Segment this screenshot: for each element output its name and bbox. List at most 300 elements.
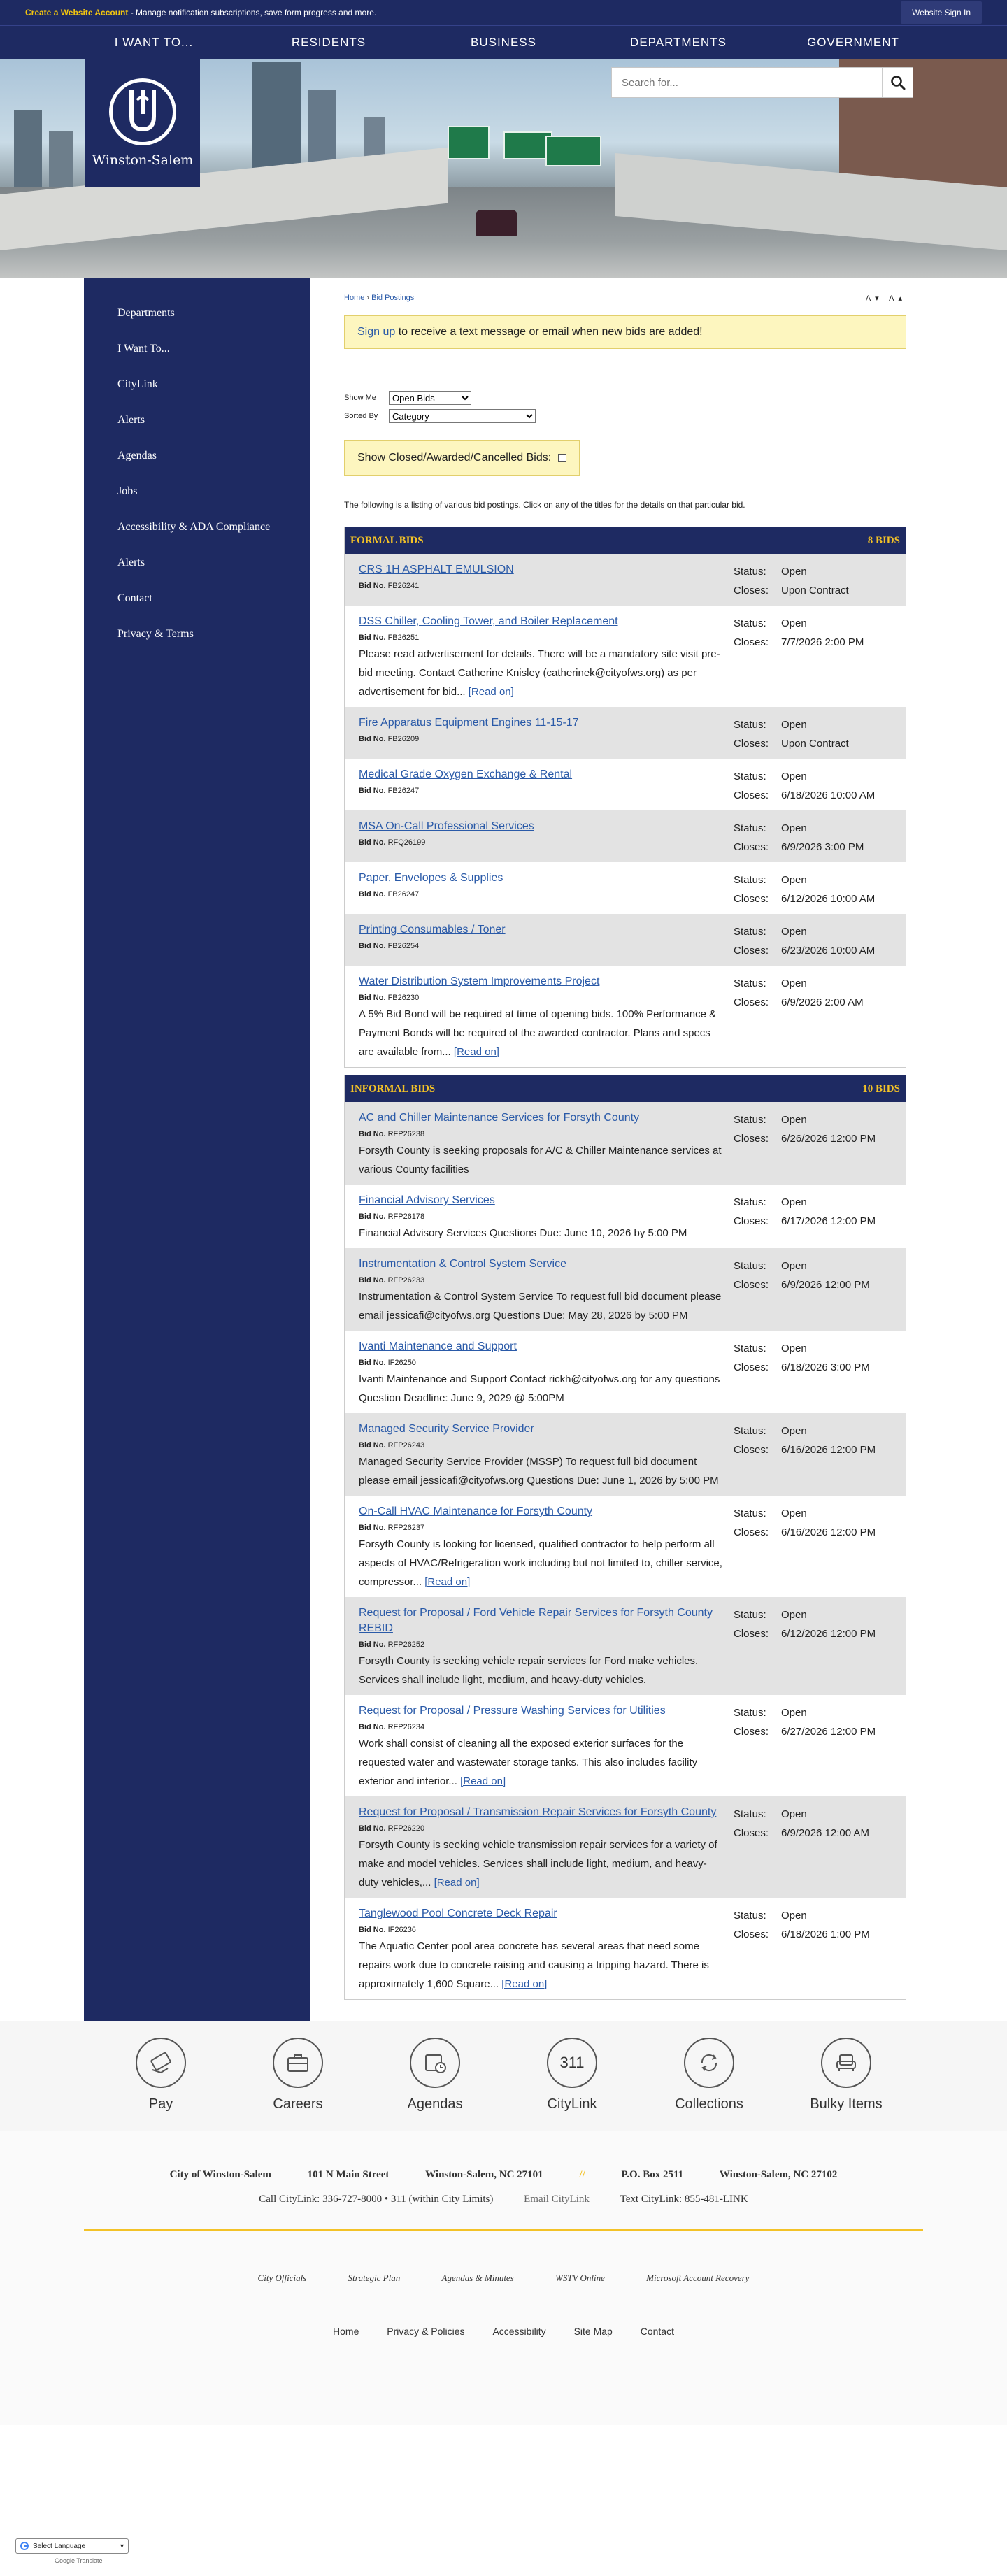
chevron-down-icon: ▾ xyxy=(120,2542,124,2550)
status-value: Open xyxy=(781,1508,807,1519)
footer-link-account-recovery[interactable]: Microsoft Account Recovery xyxy=(646,2273,750,2283)
bid-number-value: FB26247 xyxy=(387,787,420,795)
footer-divider: // xyxy=(579,2169,585,2180)
bid-description xyxy=(359,645,725,701)
nav-i-want-to[interactable]: I WANT TO... xyxy=(114,36,194,49)
bid-description xyxy=(359,1937,725,1994)
bid-description xyxy=(359,1287,725,1325)
ws-monogram-icon xyxy=(122,86,164,138)
footer-links xyxy=(0,2273,1007,2284)
bid-title-link[interactable]: Managed Security Service Provider xyxy=(359,1423,534,1435)
bid-description-text: Instrumentation & Control System Service To request full bid document please email jessicafi@cityofws.org Questions Due: May 28, 2026 by 5:00 PM xyxy=(359,1291,722,1322)
bid-description xyxy=(359,1734,725,1791)
status-label: Status: xyxy=(734,1609,766,1621)
bid-number-label: Bid No. xyxy=(359,1640,386,1649)
bid-description-text: Forsyth County is seeking vehicle repair services for Ford make vehicles. Services shall include light, medium, and heavy-duty vehicles. xyxy=(359,1655,699,1686)
bid-number-label: Bid No. xyxy=(359,582,386,590)
read-on-link[interactable]: [Read on] xyxy=(501,1978,548,1990)
status-label: Status: xyxy=(734,1508,766,1519)
car-shape xyxy=(476,210,517,236)
quick-links-bar xyxy=(0,2021,1007,2131)
sidebar-item-i-want-to[interactable]: I Want To... xyxy=(117,343,170,355)
sorted-by-label: Sorted By xyxy=(344,412,378,420)
bid-row xyxy=(345,1695,906,1796)
closes-value: Upon Contract xyxy=(781,738,849,750)
closes-value: 6/16/2026 12:00 PM xyxy=(781,1526,876,1538)
google-translate-widget xyxy=(15,2538,129,2564)
status-label: Status: xyxy=(734,771,766,782)
footer-po-box: P.O. Box 2511 xyxy=(621,2169,684,2180)
closes-label: Closes: xyxy=(734,945,769,957)
bid-number xyxy=(359,1926,725,1934)
armchair-icon xyxy=(821,2038,871,2088)
status-label: Status: xyxy=(734,617,766,629)
bid-number-label: Bid No. xyxy=(359,890,386,899)
closes-label: Closes: xyxy=(734,1444,769,1456)
quick-link-bulky-items[interactable] xyxy=(778,2038,915,2131)
quick-link-label: Pay xyxy=(148,2096,173,2112)
sidebar-item-departments[interactable]: Departments xyxy=(117,307,175,319)
building-shape xyxy=(49,131,73,194)
bid-row xyxy=(345,1796,906,1898)
bid-category xyxy=(344,1075,906,2000)
quick-link-label: Bulky Items xyxy=(810,2096,883,2112)
bid-row xyxy=(345,1102,906,1185)
city-logo[interactable] xyxy=(85,59,200,187)
bid-description xyxy=(359,1535,725,1591)
bid-title-link[interactable]: Medical Grade Oxygen Exchange & Rental xyxy=(359,768,573,780)
closes-value: 6/12/2026 12:00 PM xyxy=(781,1628,876,1640)
closes-value: 6/26/2026 12:00 PM xyxy=(781,1133,876,1145)
status-value: Open xyxy=(781,1808,807,1820)
bid-number xyxy=(359,1723,725,1731)
status-value: Open xyxy=(781,1609,807,1621)
status-label: Status: xyxy=(734,926,766,938)
main-nav xyxy=(0,25,1007,59)
bid-number-value: FB26241 xyxy=(387,582,420,590)
bid-number xyxy=(359,1359,725,1367)
bid-title-link[interactable]: CRS 1H ASPHALT EMULSION xyxy=(359,564,514,575)
bid-number-value: FB26209 xyxy=(387,735,420,743)
bid-row xyxy=(345,1185,906,1248)
footer-street: 101 N Main Street xyxy=(307,2169,390,2180)
nav-departments[interactable]: DEPARTMENTS xyxy=(630,36,727,49)
sidebar-item-accessibility[interactable]: Accessibility & ADA Compliance xyxy=(117,521,271,533)
bid-number-value: RFP26238 xyxy=(387,1130,425,1138)
status-value: Open xyxy=(781,874,807,886)
bid-row xyxy=(345,862,906,914)
bid-number xyxy=(359,735,725,743)
signup-notice-text: to receive a text message or email when new bids are added! xyxy=(395,326,703,338)
status-label: Status: xyxy=(734,1707,766,1719)
footer-bottom-links xyxy=(0,2326,1007,2337)
bid-number-value: FB26230 xyxy=(387,994,420,1002)
bid-number xyxy=(359,942,725,950)
bid-description-text: The Aquatic Center pool area concrete has several areas that need some repairs work due to concrete raising and causing a tripping hazard. There is approximately 1,600 Square... xyxy=(359,1940,709,1990)
closes-value: 6/18/2026 10:00 AM xyxy=(781,789,876,801)
main-layout xyxy=(84,278,923,2021)
closes-label: Closes: xyxy=(734,1133,769,1145)
footer-bottom-home[interactable]: Home xyxy=(333,2326,359,2337)
powered-by-translate: Google Translate xyxy=(55,2557,103,2564)
status-value: Open xyxy=(781,617,807,629)
closes-label: Closes: xyxy=(734,1526,769,1538)
bid-number xyxy=(359,994,725,1002)
category-header[interactable] xyxy=(345,527,906,554)
bid-row xyxy=(345,966,906,1067)
bid-number xyxy=(359,582,725,590)
bid-number-value: RFP26234 xyxy=(387,1723,425,1731)
category-count: 8 BIDS xyxy=(867,534,900,546)
closes-value: 6/9/2026 3:00 PM xyxy=(781,841,864,853)
bid-number-value: RFP26233 xyxy=(387,1276,425,1285)
bid-number-value: RFP26237 xyxy=(387,1524,425,1532)
status-value: Open xyxy=(781,822,807,834)
bid-number-value: FB26247 xyxy=(387,890,420,899)
show-closed-checkbox[interactable] xyxy=(558,454,566,462)
top-banner xyxy=(0,0,1007,25)
status-value: Open xyxy=(781,1425,807,1437)
language-select[interactable] xyxy=(15,2538,129,2554)
status-label: Status: xyxy=(734,1196,766,1208)
pay-card-icon xyxy=(136,2038,186,2088)
quick-link-label: Careers xyxy=(273,2096,323,2112)
closes-label: Closes: xyxy=(734,738,769,750)
bid-number-label: Bid No. xyxy=(359,634,386,642)
status-value: Open xyxy=(781,926,807,938)
bid-title-link[interactable]: Paper, Envelopes & Supplies xyxy=(359,872,503,884)
bid-row xyxy=(345,554,906,606)
bid-row xyxy=(345,707,906,759)
bid-description-text: Please read advertisement for details. There will be a mandatory site visit pre-bid meeting. Contact Catherine Knisley (catherinek@cityofws.org) as per advertisement for bid... xyxy=(359,648,720,698)
footer-email-link[interactable]: Email CityLink xyxy=(524,2194,590,2205)
bid-row xyxy=(345,1413,906,1496)
closes-label: Closes: xyxy=(734,636,769,648)
sidebar-nav xyxy=(84,278,310,2021)
breadcrumb-home[interactable]: Home xyxy=(344,294,365,302)
search-button[interactable] xyxy=(882,68,913,97)
bid-title-link[interactable]: Tanglewood Pool Concrete Deck Repair xyxy=(359,1908,557,1919)
bid-row xyxy=(345,1496,906,1597)
show-me-label: Show Me xyxy=(344,394,376,402)
status-value: Open xyxy=(781,1260,807,1272)
closes-label: Closes: xyxy=(734,893,769,905)
quick-link-careers[interactable] xyxy=(229,2038,366,2131)
footer-city: Winston-Salem, NC 27101 xyxy=(425,2169,543,2180)
status-label: Status: xyxy=(734,822,766,834)
closes-label: Closes: xyxy=(734,1929,769,1940)
status-value: Open xyxy=(781,719,807,731)
citylink-number: 311 xyxy=(559,2054,585,2071)
bid-postings-content xyxy=(310,278,923,2021)
hero-banner-image xyxy=(0,59,1007,278)
bid-category xyxy=(344,527,906,1068)
bid-number-label: Bid No. xyxy=(359,1359,386,1367)
footer-divider-line xyxy=(84,2229,923,2231)
closes-value: 6/9/2026 12:00 AM xyxy=(781,1827,869,1839)
bid-number-label: Bid No. xyxy=(359,1130,386,1138)
status-value: Open xyxy=(781,1707,807,1719)
closes-value: 6/9/2026 2:00 AM xyxy=(781,996,864,1008)
bid-title-link[interactable]: Instrumentation & Control System Service xyxy=(359,1258,567,1270)
sidebar-item-jobs[interactable]: Jobs xyxy=(117,485,138,497)
bid-description xyxy=(359,1452,725,1490)
bid-description xyxy=(359,1005,725,1061)
bid-row xyxy=(345,1331,906,1413)
footer-po-city: Winston-Salem, NC 27102 xyxy=(719,2169,838,2180)
signup-notice xyxy=(344,315,906,349)
bid-title-link[interactable]: On-Call HVAC Maintenance for Forsyth County xyxy=(359,1505,593,1517)
sidebar-item-citylink[interactable]: CityLink xyxy=(117,378,158,390)
closes-label: Closes: xyxy=(734,1827,769,1839)
sorted-by-select[interactable] xyxy=(389,409,536,423)
listing-intro: The following is a listing of various bid postings. Click on any of the titles for the details on that particular bid. xyxy=(344,500,745,510)
status-label: Status: xyxy=(734,1343,766,1354)
bid-row xyxy=(345,759,906,810)
read-on-link[interactable]: [Read on] xyxy=(434,1877,480,1889)
footer-link-strategic-plan[interactable]: Strategic Plan xyxy=(348,2273,401,2283)
bid-categories xyxy=(344,527,906,2000)
closes-value: 6/18/2026 3:00 PM xyxy=(781,1361,870,1373)
signup-link[interactable]: Sign up xyxy=(357,326,396,338)
closes-label: Closes: xyxy=(734,841,769,853)
bid-number-value: FB26251 xyxy=(387,634,420,642)
create-account-link[interactable]: Create a Website Account xyxy=(25,8,129,17)
bid-number-value: RFQ26199 xyxy=(387,838,426,847)
bid-number-label: Bid No. xyxy=(359,1824,386,1833)
sidebar-item-agendas[interactable]: Agendas xyxy=(117,450,157,461)
bid-number-value: IF26236 xyxy=(387,1926,416,1934)
status-label: Status: xyxy=(734,1425,766,1437)
breadcrumb xyxy=(344,294,906,303)
sidebar-item-alerts-2[interactable]: Alerts xyxy=(117,557,145,568)
bid-description-text: Ivanti Maintenance and Support Contact rickh@cityofws.org for any questions Question Deadline: June 9, 2029 @ 5:00PM xyxy=(359,1373,720,1404)
closes-label: Closes: xyxy=(734,1279,769,1291)
bid-title-link[interactable]: AC and Chiller Maintenance Services for Forsyth County xyxy=(359,1112,640,1124)
bid-description-text: Managed Security Service Provider (MSSP) To request full bid document please email jessicafi@cityofws.org Questions Due: June 1, 2026 by 5:00 PM xyxy=(359,1456,719,1487)
bid-number xyxy=(359,1524,725,1532)
status-value: Open xyxy=(781,1196,807,1208)
nav-government[interactable]: GOVERNMENT xyxy=(807,36,899,49)
status-label: Status: xyxy=(734,566,766,578)
status-label: Status: xyxy=(734,1808,766,1820)
bid-row xyxy=(345,606,906,707)
bid-description-text: Forsyth County is seeking proposals for A/C & Chiller Maintenance services at various County facilities xyxy=(359,1145,722,1175)
quick-link-agendas[interactable] xyxy=(366,2038,503,2131)
bid-description xyxy=(359,1141,725,1179)
closes-value: 6/27/2026 12:00 PM xyxy=(781,1726,876,1738)
bid-row xyxy=(345,810,906,862)
breadcrumb-current[interactable]: Bid Postings xyxy=(371,294,415,302)
briefcase-icon xyxy=(273,2038,323,2088)
bid-description-text: Financial Advisory Services Questions Due: June 10, 2026 by 5:00 PM xyxy=(359,1227,687,1239)
bid-filters xyxy=(344,391,906,423)
footer-link-city-officials[interactable]: City Officials xyxy=(257,2273,307,2283)
status-value: Open xyxy=(781,978,807,989)
closes-value: 6/12/2026 10:00 AM xyxy=(781,893,876,905)
search-icon xyxy=(890,75,906,90)
status-label: Status: xyxy=(734,1114,766,1126)
bid-description xyxy=(359,1224,725,1243)
footer-bottom-contact[interactable]: Contact xyxy=(640,2326,674,2337)
sidebar-item-privacy[interactable]: Privacy & Terms xyxy=(117,628,194,640)
closes-value: 6/17/2026 12:00 PM xyxy=(781,1215,876,1227)
bid-description-text: Forsyth County is looking for licensed, qualified contractor to help perform all aspects of HVAC/Refrigeration work including but not limited to, chiller service, compressor... xyxy=(359,1538,722,1588)
footer-text: Text CityLink: 855-481-LINK xyxy=(620,2194,748,2205)
bid-number xyxy=(359,1640,725,1649)
bid-title-link[interactable]: Request for Proposal / Pressure Washing Services for Utilities xyxy=(359,1705,666,1717)
highway-sign-shape xyxy=(448,126,490,159)
site-footer xyxy=(0,2131,1007,2425)
bid-description-text: A 5% Bid Bond will be required at time of opening bids. 100% Performance & Payment Bonds will be required of the awarded contractor. Plans and specs are available from... xyxy=(359,1008,717,1058)
category-count: 10 BIDS xyxy=(862,1082,900,1094)
bid-number xyxy=(359,890,725,899)
status-label: Status: xyxy=(734,719,766,731)
bid-number-value: RFP26220 xyxy=(387,1824,425,1833)
bid-description-text: Work shall consist of cleaning all the exposed exterior surfaces for the requested water and wastewater storage tanks. This also includes facility exterior and interior... xyxy=(359,1738,698,1787)
building-shape xyxy=(14,110,42,194)
text-resize-controls[interactable]: A▾ A▴ xyxy=(865,294,906,303)
city-seal-icon xyxy=(109,78,176,145)
closes-value: 6/9/2026 12:00 PM xyxy=(781,1279,870,1291)
nav-residents[interactable]: RESIDENTS xyxy=(291,36,366,49)
bid-row xyxy=(345,1597,906,1695)
bid-title-link[interactable]: DSS Chiller, Cooling Tower, and Boiler Replacement xyxy=(359,615,618,627)
status-value: Open xyxy=(781,1114,807,1126)
closes-label: Closes: xyxy=(734,1726,769,1738)
bid-description xyxy=(359,1652,725,1689)
status-value: Open xyxy=(781,1910,807,1922)
bid-number-label: Bid No. xyxy=(359,838,386,847)
bid-title-link[interactable]: Ivanti Maintenance and Support xyxy=(359,1340,517,1352)
footer-bottom-accessibility[interactable]: Accessibility xyxy=(492,2326,546,2337)
closes-value: 7/7/2026 2:00 PM xyxy=(781,636,864,648)
read-on-link[interactable]: [Read on] xyxy=(468,686,514,698)
bid-description xyxy=(359,1370,725,1408)
category-header[interactable] xyxy=(345,1075,906,1102)
read-on-link[interactable]: [Read on] xyxy=(424,1576,471,1588)
closes-value: 6/23/2026 10:00 AM xyxy=(781,945,876,957)
bid-title-link[interactable]: Printing Consumables / Toner xyxy=(359,924,506,936)
bid-number xyxy=(359,1276,725,1285)
bid-number-label: Bid No. xyxy=(359,994,386,1002)
show-closed-label: Show Closed/Awarded/Cancelled Bids: xyxy=(357,452,552,464)
bid-title-link[interactable]: Request for Proposal / Ford Vehicle Repair Services for Forsyth County REBID xyxy=(359,1607,713,1634)
bid-number-value: IF26250 xyxy=(387,1359,416,1367)
language-select-label: Select Language xyxy=(33,2542,86,2550)
highway-sign-shape xyxy=(545,136,601,166)
bid-number-label: Bid No. xyxy=(359,1212,386,1221)
status-value: Open xyxy=(781,771,807,782)
bid-description-text: Forsyth County is seeking vehicle transmission repair services for a variety of make and model vehicles. Services shall include light, medium, and heavy-duty vehicles,... xyxy=(359,1839,717,1889)
footer-org: City of Winston-Salem xyxy=(169,2169,271,2180)
bid-title-link[interactable]: Fire Apparatus Equipment Engines 11-15-17 xyxy=(359,717,579,729)
bid-number xyxy=(359,838,725,847)
bid-title-link[interactable]: Request for Proposal / Transmission Repair Services for Forsyth County xyxy=(359,1806,717,1818)
quick-link-citylink[interactable] xyxy=(503,2038,641,2131)
bid-number-value: RFP26243 xyxy=(387,1441,425,1450)
closes-label: Closes: xyxy=(734,789,769,801)
sidebar-item-alerts[interactable]: Alerts xyxy=(117,414,145,426)
bid-number xyxy=(359,787,725,795)
bid-title-link[interactable]: Water Distribution System Improvements Project xyxy=(359,975,600,987)
bid-row xyxy=(345,914,906,966)
status-label: Status: xyxy=(734,1260,766,1272)
closes-label: Closes: xyxy=(734,585,769,596)
closes-label: Closes: xyxy=(734,1215,769,1227)
closes-value: 6/16/2026 12:00 PM xyxy=(781,1444,876,1456)
show-closed-toggle xyxy=(344,440,580,476)
citylink-311-icon xyxy=(547,2038,597,2088)
bid-number-value: RFP26178 xyxy=(387,1212,425,1221)
footer-bottom-privacy[interactable]: Privacy & Policies xyxy=(387,2326,465,2337)
create-account-desc: - Manage notification subscriptions, save form progress and more. xyxy=(128,8,377,17)
closes-label: Closes: xyxy=(734,1628,769,1640)
bid-number-label: Bid No. xyxy=(359,1441,386,1450)
quick-link-label: Collections xyxy=(675,2096,743,2112)
status-label: Status: xyxy=(734,874,766,886)
status-label: Status: xyxy=(734,978,766,989)
recycle-arrows-icon xyxy=(684,2038,734,2088)
bid-number-label: Bid No. xyxy=(359,1276,386,1285)
bid-number-label: Bid No. xyxy=(359,787,386,795)
bid-number-label: Bid No. xyxy=(359,735,386,743)
bid-number-label: Bid No. xyxy=(359,942,386,950)
bid-title-link[interactable]: Financial Advisory Services xyxy=(359,1194,495,1206)
read-on-link[interactable]: [Read on] xyxy=(460,1775,506,1787)
closes-label: Closes: xyxy=(734,996,769,1008)
bid-number xyxy=(359,634,725,642)
category-name: INFORMAL BIDS xyxy=(350,1082,436,1094)
bid-number xyxy=(359,1212,725,1221)
quick-link-label: Agendas xyxy=(407,2096,463,2112)
bid-number-label: Bid No. xyxy=(359,1524,386,1532)
status-value: Open xyxy=(781,1343,807,1354)
site-search xyxy=(611,67,913,98)
show-me-select[interactable] xyxy=(389,391,471,405)
status-value: Open xyxy=(781,566,807,578)
closes-value: Upon Contract xyxy=(781,585,849,596)
bid-description xyxy=(359,1836,725,1892)
google-g-icon xyxy=(20,2542,29,2550)
quick-link-pay[interactable] xyxy=(92,2038,229,2131)
sign-in-button[interactable]: Website Sign In xyxy=(901,1,982,24)
read-on-link[interactable]: [Read on] xyxy=(453,1046,499,1058)
status-label: Status: xyxy=(734,1910,766,1922)
bid-number xyxy=(359,1130,725,1138)
bid-row xyxy=(345,1898,906,1999)
bid-number-label: Bid No. xyxy=(359,1723,386,1731)
bid-title-link[interactable]: MSA On-Call Professional Services xyxy=(359,820,534,832)
bid-number xyxy=(359,1441,725,1450)
sidebar-item-contact[interactable]: Contact xyxy=(117,592,152,604)
bid-number xyxy=(359,1824,725,1833)
footer-link-agendas-minutes[interactable]: Agendas & Minutes xyxy=(441,2273,514,2283)
category-name: FORMAL BIDS xyxy=(350,534,424,546)
nav-business[interactable]: BUSINESS xyxy=(471,36,536,49)
bid-number-value: FB26254 xyxy=(387,942,420,950)
quick-link-collections[interactable] xyxy=(641,2038,778,2131)
footer-call: Call CityLink: 336-727-8000 • 311 (within City Limits) xyxy=(259,2194,494,2205)
footer-link-wstv-online[interactable]: WSTV Online xyxy=(555,2273,605,2283)
bid-number-value: RFP26252 xyxy=(387,1640,425,1649)
quick-link-label: CityLink xyxy=(547,2096,597,2112)
calendar-clock-icon xyxy=(410,2038,460,2088)
footer-bottom-site-map[interactable]: Site Map xyxy=(573,2326,613,2337)
create-account-message xyxy=(25,8,376,17)
breadcrumb-separator: › xyxy=(364,294,372,302)
search-input[interactable] xyxy=(612,69,882,96)
